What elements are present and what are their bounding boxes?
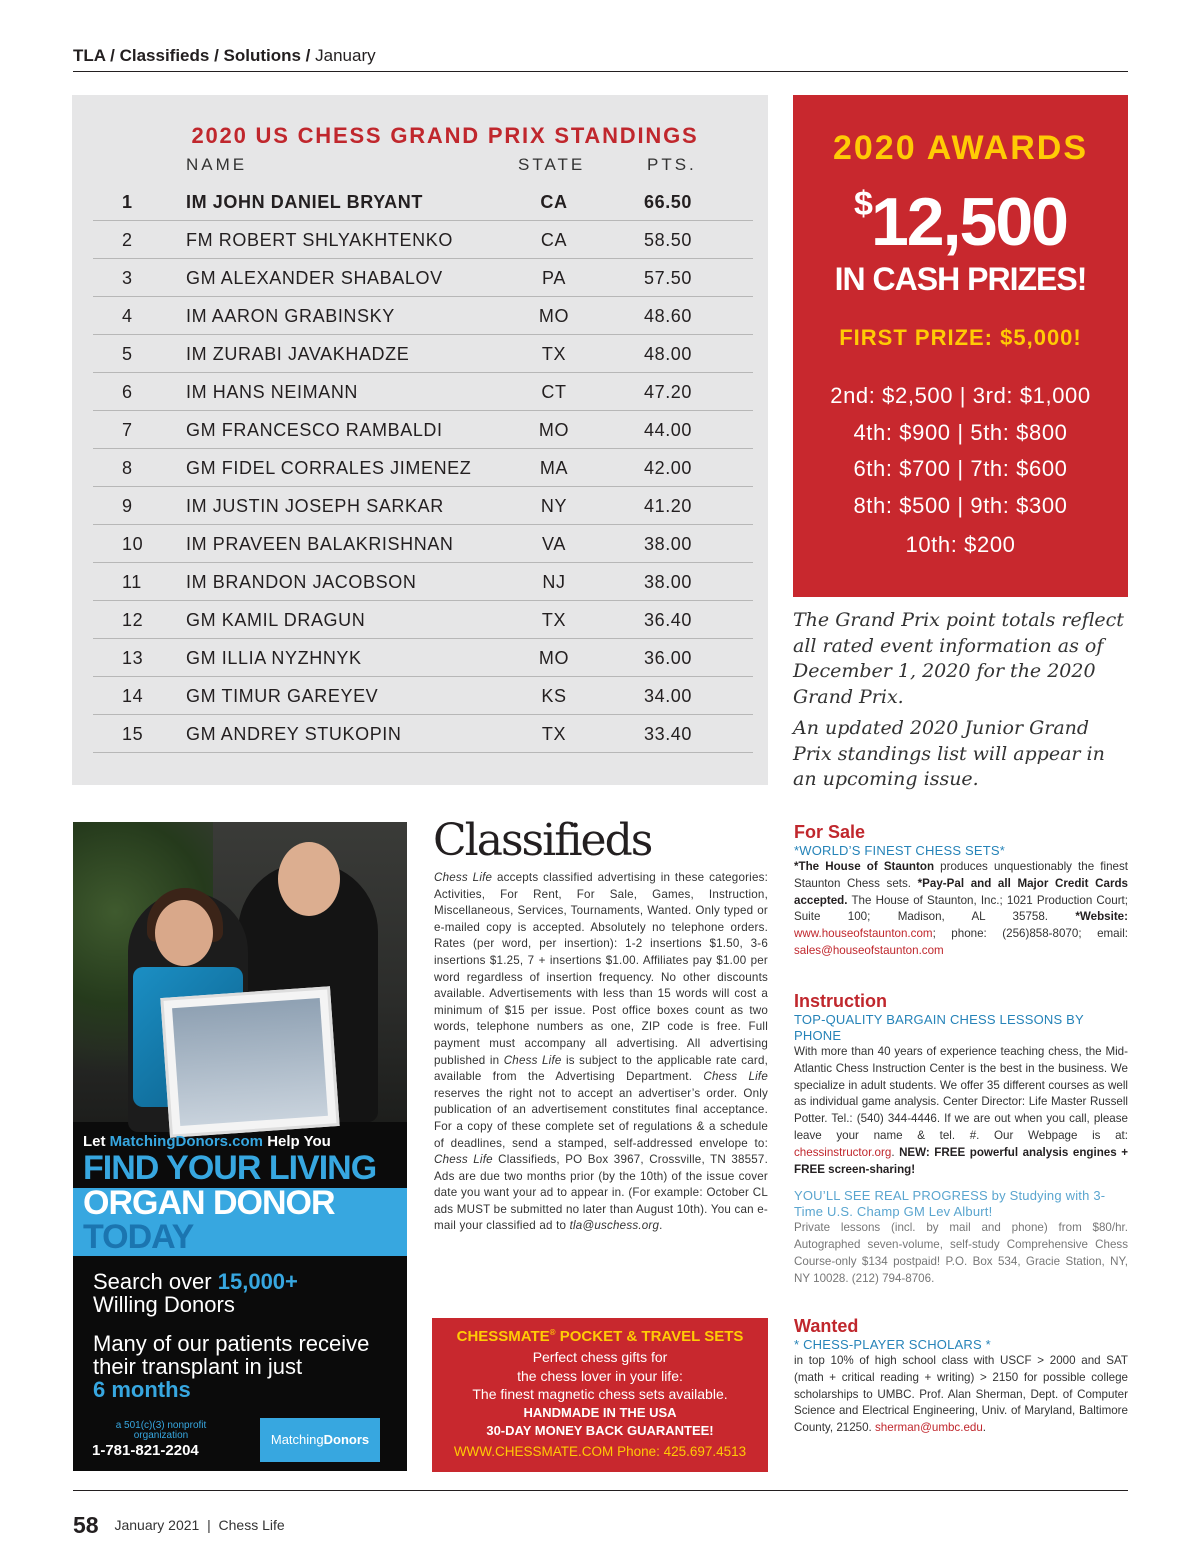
classifieds-text: is subject to the applicable rate card, available from the Advertising Department.	[434, 1053, 769, 1084]
ad-site: MatchingDonors.com	[109, 1133, 264, 1150]
standings-rank: 1	[122, 192, 133, 212]
player-points: 48.00	[643, 344, 693, 364]
chessmate-line: The finest magnetic chess sets available.	[472, 1386, 728, 1402]
player-state: PA	[542, 268, 566, 288]
page-number: 58	[73, 1512, 99, 1538]
standings-rank: 7	[122, 420, 133, 440]
player-state: TX	[541, 724, 567, 744]
awards-amount-value: 12,500	[870, 184, 1067, 260]
standings-row	[93, 563, 753, 601]
standings-table	[93, 183, 753, 753]
chessmate-line: the chess lover in your life:	[517, 1367, 683, 1384]
standings-rank: 3	[122, 268, 133, 288]
instruction-subheading: TOP-QUALITY BARGAIN CHESS LESSONS BY PHONE	[794, 1012, 1084, 1043]
standings-row	[93, 373, 753, 411]
standings-rank: 2	[122, 230, 133, 250]
standings-row	[93, 259, 753, 297]
pub-name: Chess Life	[503, 1053, 562, 1067]
standings-rank: 10	[122, 534, 144, 554]
classifieds-title: Classifieds	[433, 815, 652, 866]
pub-name: Chess Life	[703, 1070, 769, 1084]
pub-name: Chess Life	[434, 871, 493, 884]
player-state: MO	[538, 420, 570, 440]
for-sale-bold: *Website:	[1075, 910, 1128, 924]
registered-mark: ®	[549, 1328, 556, 1337]
player-name: IM ZURABI JAVAKHADZE	[186, 344, 410, 364]
standings-row	[93, 411, 753, 449]
wanted-end: .	[982, 1421, 987, 1435]
ad-headline-today: TODAY	[83, 1218, 194, 1256]
standings-row	[93, 639, 753, 677]
ad-help: Help You	[267, 1133, 331, 1150]
pub-name: Chess Life	[434, 1153, 493, 1167]
ad-patients-text	[93, 1332, 393, 1401]
classifieds-end: .	[659, 1219, 663, 1233]
for-sale-body	[794, 859, 1128, 960]
column-header-state: STATE	[518, 155, 586, 174]
prize-line: 4th: $900 | 5th: $800	[853, 420, 1068, 445]
ad-search-post: Willing Donors	[93, 1292, 235, 1317]
header-month: January	[315, 46, 376, 65]
standings-row	[93, 525, 753, 563]
player-state: TX	[541, 610, 567, 630]
standings-rank: 13	[122, 648, 144, 668]
instruction-heading: Instruction	[794, 991, 887, 1011]
header-section-path: TLA / Classifieds / Solutions /	[73, 46, 311, 65]
player-name: GM ALEXANDER SHABALOV	[186, 268, 443, 288]
classifieds-email-link[interactable]: tla@uschess.org	[569, 1219, 660, 1233]
standings-rank: 4	[122, 306, 133, 326]
classifieds-body	[434, 870, 768, 1235]
player-name: GM KAMIL DRAGUN	[186, 610, 366, 630]
player-name: GM ILLIA NYZHNYK	[186, 648, 362, 668]
ad-many-number: 6 months	[93, 1377, 191, 1402]
player-state: NY	[540, 496, 568, 516]
classifieds-text: Classifieds, PO Box 3967, Crossville, TN 38557. Ads are due two months prior (by the 10th) of the issue cover date you want your ad to appear in. (For example: October CL ads MUST be submitted no later than August 10th). You can e-mail your classified ad to	[434, 1153, 768, 1233]
for-sale-section	[794, 822, 1128, 960]
player-points: 44.00	[643, 420, 693, 440]
grand-prix-note	[793, 608, 1128, 799]
wanted-subheading: * CHESS-PLAYER SCHOLARS *	[794, 1337, 991, 1352]
chessmate-title	[432, 1328, 768, 1345]
player-state: TX	[541, 344, 567, 364]
running-header	[73, 46, 1128, 72]
player-state: MO	[538, 306, 570, 326]
chessmate-title-b: POCKET & TRAVEL SETS	[555, 1328, 744, 1345]
player-name: GM FIDEL CORRALES JIMENEZ	[186, 458, 472, 478]
instruction-text: With more than 40 years of experience teaching chess, the Mid-Atlantic Chess Instruction Center is the best in the business. We specialize in adult students. We offer 35 different courses as well as individual game analysis. Center Director: Life Master Russell Potter. Tel.: (540) 344-4446. If we are out when you call, please leave your name & tel. #. Our Webpage is at:	[794, 1045, 1128, 1142]
footer-issue: January 2021 | Chess Life	[114, 1517, 285, 1533]
alburt-subheading: YOU’LL SEE REAL PROGRESS by Studying with 3-Time U.S. Champ GM Lev Alburt!	[794, 1188, 1106, 1220]
junior-grand-prix-note: An updated 2020 Junior Grand Prix standings list will appear in an upcoming issue.	[793, 717, 1105, 790]
standings-row	[93, 183, 753, 221]
standings-row	[93, 715, 753, 753]
prize-line: 8th: $500 | 9th: $300	[853, 493, 1068, 518]
awards-cash-label: IN CASH PRIZES!	[834, 261, 1087, 297]
player-state: CA	[540, 192, 568, 212]
prize-line: 10th: $200	[905, 532, 1016, 557]
player-points: 38.00	[643, 572, 693, 592]
chessmate-phone: Phone: 425.697.4513	[613, 1443, 747, 1459]
for-sale-bold: *The House of Staunton	[794, 860, 935, 873]
player-state: MA	[539, 458, 569, 478]
player-state: VA	[542, 534, 566, 554]
instruction-body	[794, 1044, 1128, 1178]
awards-title: 2020 AWARDS	[832, 129, 1089, 167]
standings-row	[93, 601, 753, 639]
for-sale-heading: For Sale	[794, 822, 866, 842]
chessmate-guarantee: 30-DAY MONEY BACK GUARANTEE!	[486, 1423, 714, 1438]
player-state: KS	[541, 686, 567, 706]
for-sale-subheading: *WORLD’S FINEST CHESS SETS*	[794, 843, 1006, 858]
ad-headline-find: FIND YOUR LIVING	[83, 1149, 377, 1187]
instruction-text: .	[891, 1145, 900, 1159]
player-points: 34.00	[643, 686, 693, 706]
player-points: 36.40	[643, 610, 693, 630]
chessmate-title-a: CHESSMATE	[456, 1328, 550, 1345]
prize-line: 2nd: $2,500 | 3rd: $1,000	[830, 383, 1091, 408]
awards-total-amount	[793, 183, 1128, 261]
for-sale-bold: *Pay-Pal and all Major Credit Cards accepted.	[794, 876, 1128, 907]
sherman-email-link[interactable]: sherman@umbc.edu	[875, 1421, 983, 1435]
ad-headline-organ: ORGAN DONOR	[83, 1184, 335, 1222]
player-name: IM HANS NEIMANN	[186, 382, 359, 402]
ad-search-number: 15,000+	[217, 1269, 298, 1294]
standings-rank: 14	[122, 686, 144, 706]
grand-prix-standings-panel	[72, 95, 768, 785]
standings-rank: 5	[122, 344, 133, 364]
instruction-section	[794, 991, 1128, 1288]
currency-sign: $	[854, 185, 871, 223]
chessmate-website-link[interactable]: WWW.CHESSMATE.COM	[453, 1443, 614, 1459]
for-sale-text: ; phone: (256)858-8070; email:	[932, 927, 1128, 941]
standings-rank: 11	[122, 572, 142, 592]
player-points: 41.20	[643, 496, 693, 516]
player-name: IM BRANDON JACOBSON	[186, 572, 417, 592]
house-of-staunton-email-link[interactable]: sales@houseofstaunton.com	[794, 943, 944, 957]
chessmate-contact	[432, 1443, 768, 1462]
classifieds-text: accepts classified advertising in these categories: Activities, For Rent, For Sale, Games, Instruction, Miscellaneous, Services, Tournaments, Wanted. Only typed or e-mailed copy is accepted. Absolutely no telephone orders. Rates (per word, per insertion): 1-2 insertions $1.50, 3-6 insertions $1.25, 7 + insertions $1.00. Affiliates pay $1.00 per word regardless of insertion frequency. No other discounts available. Advertisements with less than 15 words will cost a minimum of $15 per issue. Post office boxes count as two words, telephone numbers as one, ZIP code is free. Full payment must accompany all advertising. All advertising published in	[434, 871, 769, 1067]
matching-donors-logo	[260, 1418, 380, 1462]
column-header-points: PTS.	[647, 155, 697, 174]
ad-nonprofit: a 501(c)(3) nonprofit organization	[115, 1420, 207, 1441]
player-points: 57.50	[643, 268, 693, 288]
house-of-staunton-website-link[interactable]: www.houseofstaunton.com	[794, 927, 933, 941]
chessinstructor-link[interactable]: chessinstructor.org	[794, 1145, 892, 1159]
player-points: 38.00	[643, 534, 693, 554]
player-points: 47.20	[643, 382, 693, 402]
standings-row	[93, 677, 753, 715]
chessmate-line: Perfect chess gifts for	[532, 1349, 668, 1365]
wanted-body	[794, 1353, 1128, 1437]
wanted-heading: Wanted	[794, 1316, 859, 1336]
player-state: NJ	[542, 572, 566, 592]
standings-rank: 9	[122, 496, 133, 516]
awards-panel	[793, 95, 1128, 597]
chessmate-ad[interactable]	[432, 1318, 768, 1472]
wanted-text: in top 10% of high school class with USCF > 2000 and SAT (math + critical reading + writing) > 2150 for possible college scholarships to UMBC. Prof. Alan Sherman, Dept. of Computer Science and Electrical Engineering, Univ. of Maryland, Baltimore County, 21250.	[794, 1354, 1128, 1435]
ad-many-pre: Many of our patients receive their transplant in just	[93, 1331, 370, 1379]
standings-row	[93, 487, 753, 525]
chessmate-handmade: HANDMADE IN THE USA	[523, 1404, 677, 1420]
player-name: FM ROBERT SHLYAKHTENKO	[186, 230, 453, 250]
ad-let: Let	[83, 1133, 106, 1150]
standings-row	[93, 335, 753, 373]
matching-donors-ad[interactable]	[73, 822, 407, 1471]
ad-tagline	[83, 1133, 331, 1150]
standings-rank: 6	[122, 382, 133, 402]
player-name: GM FRANCESCO RAMBALDI	[186, 420, 443, 440]
player-points: 42.00	[643, 458, 693, 478]
logo-text-a: Matching	[270, 1432, 324, 1447]
ad-photo	[73, 822, 407, 1122]
grand-prix-note-paragraph: The Grand Prix point totals reflect all rated event information as of December 1, 2020 for the 2020 Grand Prix.	[793, 609, 1124, 708]
footer-rule	[73, 1490, 1128, 1491]
column-header-name: NAME	[186, 155, 248, 174]
player-name: IM AARON GRABINSKY	[186, 306, 395, 326]
player-points: 36.00	[643, 648, 693, 668]
first-prize: FIRST PRIZE: $5,000!	[839, 325, 1082, 350]
standings-row	[93, 297, 753, 335]
standings-rank: 12	[122, 610, 144, 630]
alburt-body: Private lessons (incl. by mail and phone) from $80/hr. Autographed seven-volume, self-study Comprehensive Chess Course-only $134 postpaid! P.O. Box 534, Gracie Station, NY, NY 10028. (212) 794-8706.	[794, 1221, 1128, 1285]
player-name: GM TIMUR GAREYEV	[186, 686, 379, 706]
logo-text-b: Donors	[323, 1432, 370, 1447]
player-state: MO	[538, 648, 570, 668]
player-points: 58.50	[643, 230, 693, 250]
instruction-bold: NEW: FREE powerful analysis engines + FREE screen-sharing!	[794, 1145, 1128, 1176]
player-state: CA	[540, 230, 568, 250]
standings-rank: 15	[122, 724, 144, 744]
for-sale-text: produces unquestionably the finest Staunton Chess sets.	[794, 860, 1128, 890]
standings-row	[93, 221, 753, 259]
ad-search-pre: Search over	[93, 1269, 212, 1294]
player-name: IM JOHN DANIEL BRYANT	[186, 192, 423, 212]
ad-phone[interactable]: 1-781-821-2204	[92, 1442, 199, 1459]
player-name: IM JUSTIN JOSEPH SARKAR	[186, 496, 444, 516]
ad-search-text	[93, 1270, 298, 1316]
prize-line: 6th: $700 | 7th: $600	[853, 456, 1068, 481]
page-footer	[73, 1512, 285, 1539]
wanted-section	[794, 1316, 1128, 1437]
player-name: GM ANDREY STUKOPIN	[186, 724, 402, 744]
player-points: 48.60	[643, 306, 693, 326]
player-name: IM PRAVEEN BALAKRISHNAN	[186, 534, 454, 554]
for-sale-text: The House of Staunton, Inc.; 1021 Production Court; Suite 100; Madison, AL 35758.	[794, 893, 1128, 924]
player-points: 66.50	[643, 192, 693, 212]
standings-row	[93, 449, 753, 487]
standings-rank: 8	[122, 458, 133, 478]
player-state: CT	[541, 382, 567, 402]
standings-title: 2020 US CHESS GRAND PRIX STANDINGS	[191, 123, 699, 148]
classifieds-text: reserves the right not to accept an advertiser’s order. Only publication of an advertisement constitutes final acceptance. For a copy of these complete set of regulations & a schedule of deadlines, send a stamped, self-addressed envelope to:	[434, 1086, 768, 1150]
player-points: 33.40	[643, 724, 693, 744]
